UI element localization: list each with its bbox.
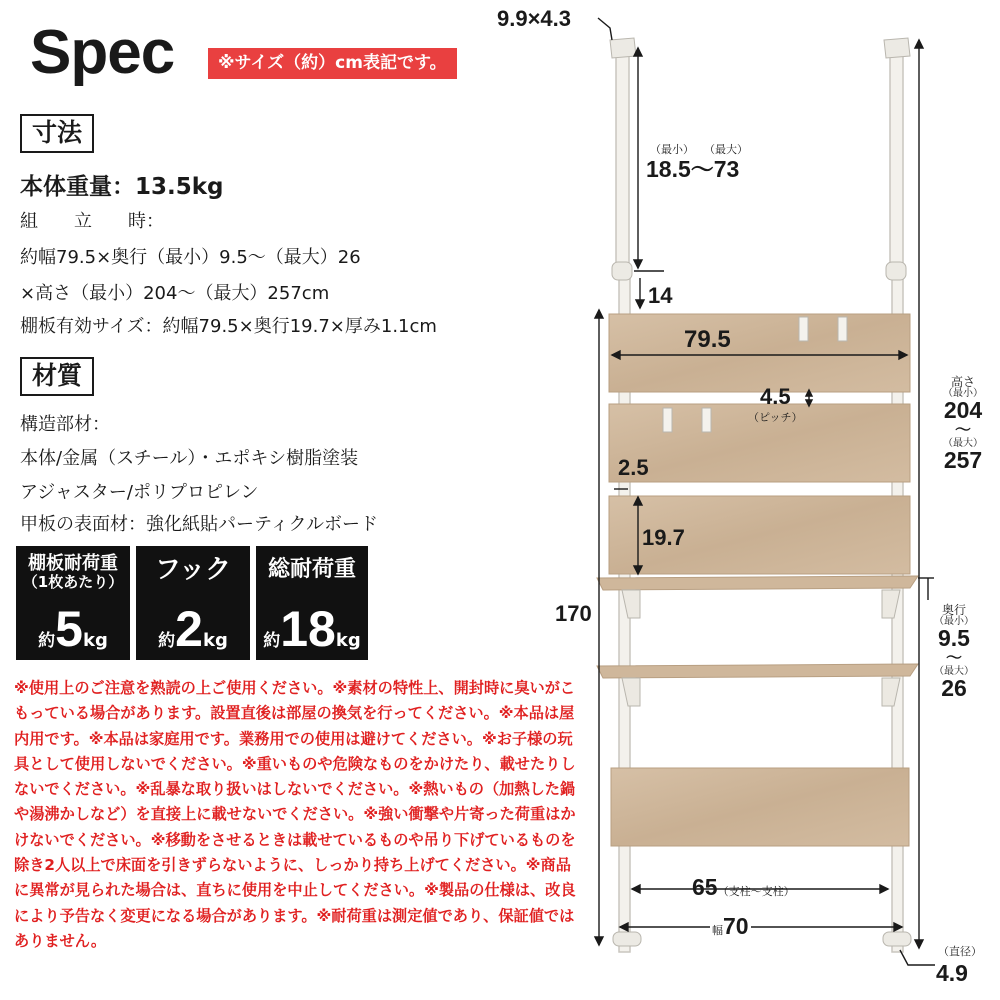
total-width <box>710 915 751 938</box>
extension-dimension: 18.5～73 <box>646 156 740 182</box>
load-prefix: 約 <box>38 631 56 651</box>
caution-text: ※使用上のご注意を熟読の上ご使用ください。※素材の特性上、開封時に臭いがこもっている場合があります。設置直後は部屋の換気を行ってください。※本品は屋内用です。※本品は家庭用です。業務用での使用は避けてください。※お子様の玩具として使用しないでください。※重いものや危険なものをかけたり、載せたりしないでください。※乱暴な取り扱いはしないでください。※熱いもの（加熱した鍋や湯沸かしなど）を直接上に載せないでください。※強い衝撃や片寄った荷重はかけないでください。※移動をさせるときは載せているものや吊り下げているものを除き2人以上で床面を引きずらないように、しっかり持ち上げてください。※商品に異常が見られた場合は、直ちに使用を中止してください。※製品の仕様は、改良により予告なく変更になる場合があります。※耐荷重は測定値であり、保証値ではありません。 <box>14 679 576 950</box>
height-max: 257 <box>943 447 983 474</box>
top-cap-left <box>610 38 636 58</box>
dimensions-heading: 寸法 <box>20 114 94 153</box>
gap-dimension: 14 <box>648 283 673 308</box>
shelf-1 <box>597 576 918 590</box>
extension-min-label: （最小） <box>650 143 694 156</box>
height-label: 高さ <box>950 375 975 389</box>
depth-tilde: ～ <box>945 648 962 668</box>
load-prefix: 約 <box>263 631 281 651</box>
material-adjuster: アジャスター/ポリプロピレン <box>20 482 259 503</box>
pitch-label: （ピッチ） <box>748 411 803 424</box>
top-cap-right <box>884 38 910 58</box>
top-cap-dimension: 9.9×4.3 <box>497 6 572 31</box>
structure-label: 構造部材： <box>20 414 110 435</box>
foot-left <box>613 932 641 946</box>
assembly-size-line1: 約幅79.5×奥行（最小）9.5～（最大）26 <box>20 247 361 268</box>
height-max-label: （最大） <box>943 437 983 449</box>
material-body: 本体/金属（スチール）・エポキシ樹脂塗装 <box>20 448 359 469</box>
assembly-size-line2: ×高さ（最小）204～（最大）257cm <box>20 283 330 304</box>
depth-label: 奥行 <box>941 603 966 617</box>
inner-width-value: 65 <box>692 874 718 900</box>
adjuster-left <box>612 262 632 280</box>
post-gap-dimension: 2.5 <box>618 455 649 480</box>
load-label: 棚板耐荷重 <box>28 553 118 574</box>
height-tilde: ～ <box>954 420 971 440</box>
wall-panel-1 <box>609 314 910 392</box>
extension-max-label: （最大） <box>704 143 748 156</box>
foot-right <box>883 932 911 946</box>
shelf-depth-dimension: 19.7 <box>642 525 685 550</box>
load-unit: kg <box>202 630 228 651</box>
size-note-badge: ※サイズ（約）cm表記です。 <box>208 48 457 79</box>
assembly-label: 組 立 時： <box>20 211 164 232</box>
diameter-value: 4.9 <box>936 960 968 986</box>
shelf-brackets <box>622 590 900 706</box>
height-min: 204 <box>943 397 983 424</box>
load-value: 2 <box>175 601 203 657</box>
fixed-height-dimension: 170 <box>555 601 592 626</box>
load-label: 総耐荷重 <box>267 557 356 582</box>
load-value: 18 <box>280 601 336 657</box>
pitch-dimension: 4.5 <box>760 384 791 409</box>
width-label: 幅 <box>712 924 723 937</box>
load-label: フック <box>154 555 232 585</box>
shelf-effective-size: 棚板有効サイズ：約幅79.5×奥行19.7×厚み1.1cm <box>20 316 437 337</box>
height-range <box>926 376 1000 472</box>
inner-width <box>692 876 795 899</box>
depth-max-label: （最大） <box>934 665 974 677</box>
materials-heading: 材質 <box>20 357 94 396</box>
load-value: 5 <box>55 601 83 657</box>
depth-max: 26 <box>941 675 967 702</box>
inner-width-label: （支柱～支柱） <box>717 885 795 898</box>
page-title: Spec <box>30 18 175 87</box>
depth-min-label: （最小） <box>934 615 974 627</box>
shelf-width-dimension: 79.5 <box>684 326 731 353</box>
shelf-2 <box>597 664 918 678</box>
depth-range <box>926 604 982 700</box>
body-weight: 本体重量：13.5kg <box>20 174 224 200</box>
load-unit: kg <box>82 630 108 651</box>
depth-min: 9.5 <box>938 625 970 652</box>
load-prefix: 約 <box>158 631 176 651</box>
diameter-label: （直径） <box>938 945 982 958</box>
material-surface: 甲板の表面材：強化紙貼パーティクルボード <box>20 514 379 535</box>
load-sub: （1枚あたり） <box>22 572 124 591</box>
width-value: 70 <box>723 913 749 939</box>
load-unit: kg <box>335 630 361 651</box>
height-min-label: （最小） <box>943 387 983 399</box>
adjuster-right <box>886 262 906 280</box>
wall-panel-4 <box>611 768 909 846</box>
